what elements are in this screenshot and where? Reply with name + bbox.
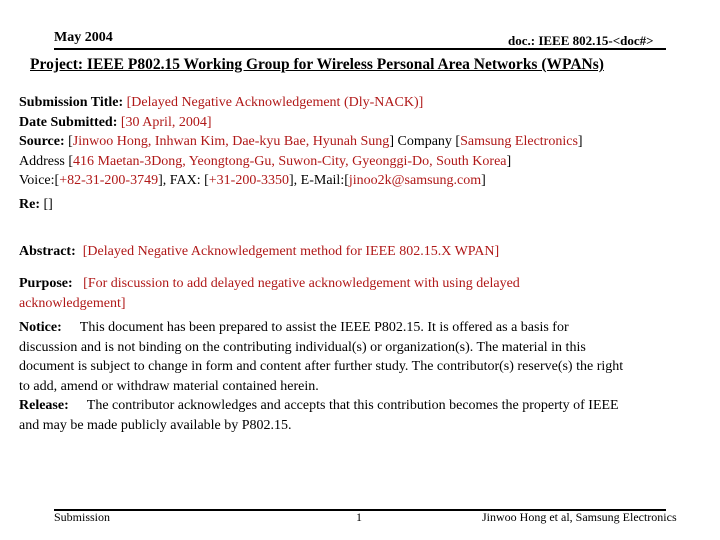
purpose-value-2: acknowledgement] (19, 295, 126, 311)
footer-author: Jinwoo Hong et al, Samsung Electronics (482, 510, 677, 524)
contact-line (19, 171, 713, 191)
voice-label: Voice:[ (19, 173, 60, 188)
address-value: 416 Maetan-3Dong, Yeongtong-Gu, Suwon-City, Gyeonggi-Do, South Korea (73, 153, 507, 169)
date-submitted-value: [30 April, 2004] (120, 114, 212, 130)
notice-block (19, 318, 713, 435)
source-company: Samsung Electronics (460, 134, 578, 149)
header-doc-id: doc.: IEEE 802.15-<doc#> (508, 33, 654, 48)
re-value: [] (43, 197, 53, 212)
purpose-label: Purpose: (19, 276, 73, 291)
source-authors: Jinwoo Hong, Inhwan Kim, Dae-kyu Bae, Hyunah Sung (72, 134, 390, 149)
source-open: [ (68, 134, 73, 149)
address-line (19, 152, 713, 172)
header-divider (54, 48, 666, 50)
notice-line-1 (19, 318, 713, 338)
source-line (19, 132, 713, 152)
email-label: ], E-Mail:[ (289, 173, 349, 188)
release-line-1 (19, 396, 713, 416)
notice-text-4: to add, amend or withdraw material contained herein. (19, 378, 319, 394)
re-block (19, 195, 713, 215)
footer-submission: Submission (54, 510, 111, 524)
fax-label: ], FAX: [ (158, 173, 209, 188)
submission-title-value: [Delayed Negative Acknowledgement (Dly-NACK)] (126, 95, 424, 110)
source-company-close: ] (577, 134, 583, 149)
release-label: Release: (19, 398, 69, 413)
date-submitted-label: Date Submitted: (19, 114, 118, 130)
address-label: Address [ (19, 153, 74, 169)
project-title: Project: IEEE P802.15 Working Group for Wireless Personal Area Networks (WPANs) (30, 56, 604, 73)
submission-block (19, 93, 713, 191)
voice-value: +82-31-200-3749 (59, 173, 159, 188)
notice-text-1: This document has been prepared to assist the IEEE P802.15. It is offered as a basis for (79, 320, 569, 335)
purpose-block (19, 274, 713, 313)
address-close: ] (506, 153, 512, 169)
purpose-line-1 (19, 274, 713, 294)
release-text-2: and may be made publicly available by P802.15. (19, 417, 292, 433)
date-submitted-line (19, 113, 713, 133)
re-label: Re: (19, 197, 40, 212)
abstract-value: [Delayed Negative Acknowledgement method for IEEE 802.15.X WPAN] (82, 244, 500, 259)
notice-text-3: document is subject to change in form and content after further study. The contributor(s) reserve(s) the right (19, 359, 624, 374)
email-value: jinoo2k@samsung.com (348, 173, 482, 188)
submission-title-line (19, 93, 713, 113)
notice-label: Notice: (19, 320, 62, 335)
abstract-label: Abstract: (19, 244, 76, 259)
submission-title-label: Submission Title: (19, 95, 124, 110)
fax-value: +31-200-3350 (208, 173, 289, 188)
source-company-label: ] Company [ (389, 134, 461, 149)
purpose-value-1: [For discussion to add delayed negative acknowledgement with using delayed (83, 276, 520, 291)
header-date: May 2004 (54, 30, 113, 45)
notice-text-2: discussion and is not binding on the contributing individual(s) or organization(s). The material in this (19, 339, 586, 355)
release-text-1: The contributor acknowledges and accepts that this contribution becomes the property of IEEE (86, 398, 619, 413)
email-close: ] (481, 173, 486, 188)
footer-page-number: 1 (356, 510, 362, 524)
source-label: Source: (19, 134, 65, 149)
abstract-block (19, 242, 713, 262)
